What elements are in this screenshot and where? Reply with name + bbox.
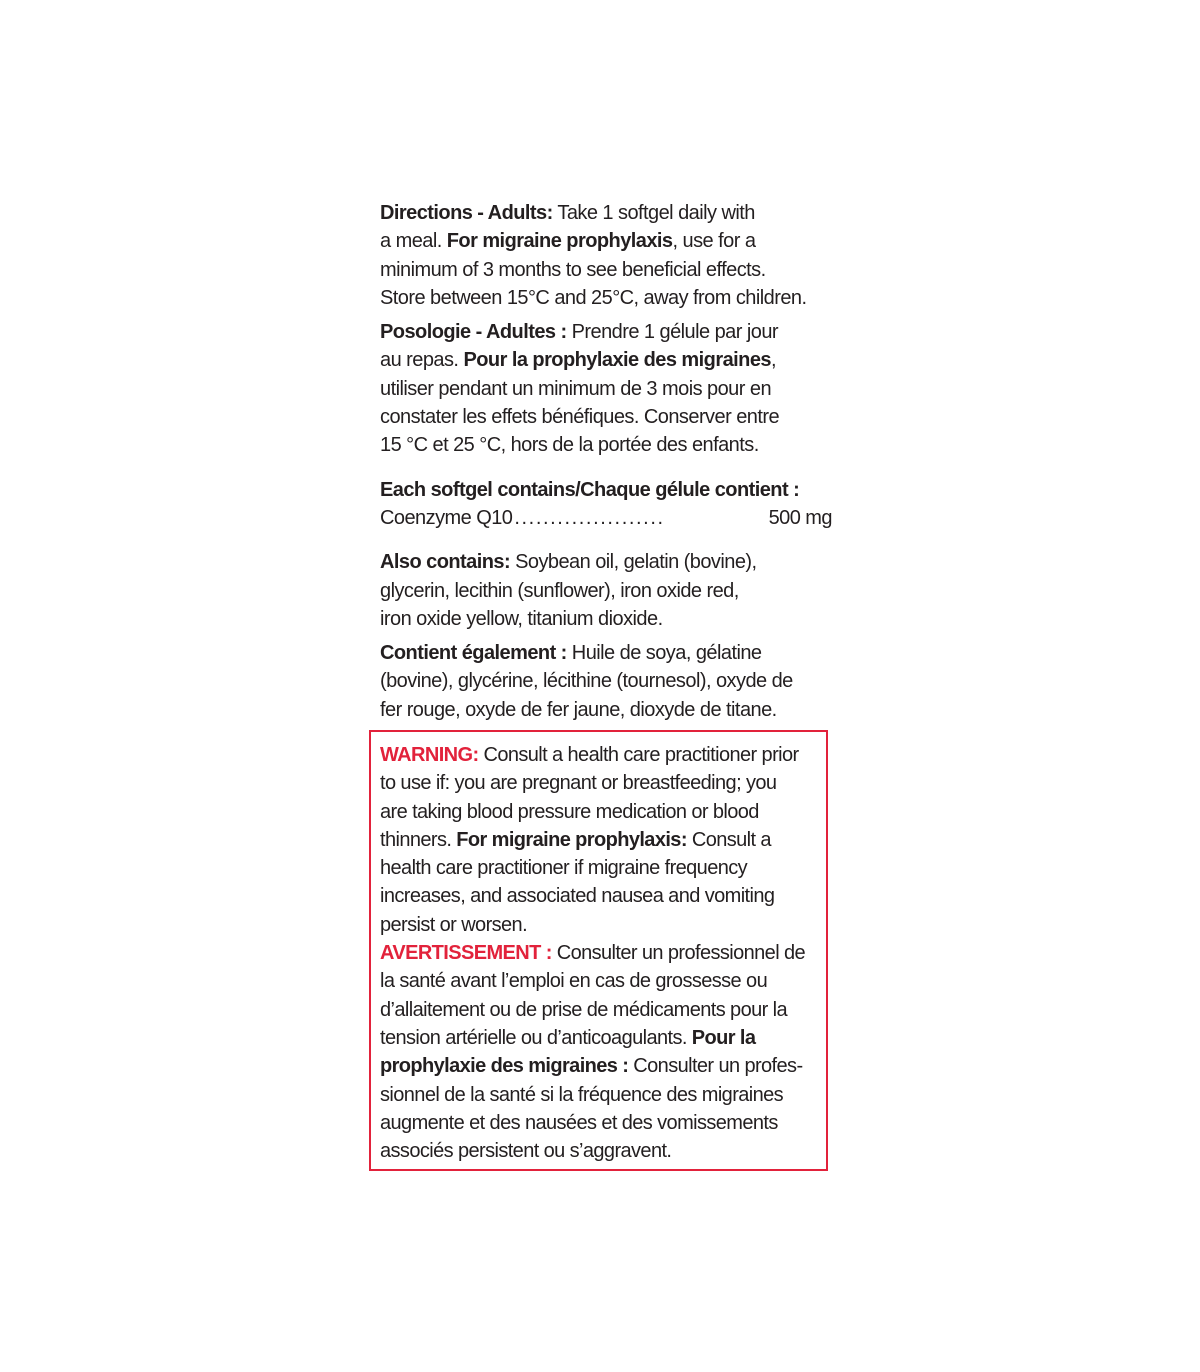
also-contains-french [380,639,832,724]
warning-text: Consult a [686,828,771,851]
product-label-panel [380,199,832,724]
posologie-heading: Posologie - Adultes : [380,321,567,344]
avertissement-text: Consulter un profes- [628,1055,803,1078]
warning-text: thinners. [380,828,457,851]
avertissement-text: associés persistent ou s’aggravent. [380,1140,672,1163]
also-contains-text: glycerin, lecithin (sunflower), iron oxide red, [380,579,739,602]
posologie-text: , [770,349,776,372]
storage-text: Store between 15°C and 25°C, away from children. [380,286,807,309]
warning-text: health care practitioner if migraine frequency [380,857,748,880]
migraine-emphasis-fr: Pour la prophylaxie des migraines [463,349,771,372]
also-contains-text: Soybean oil, gelatin (bovine), [510,551,757,574]
migraine-avertissement-emphasis: Pour la [691,1026,756,1049]
contient-heading: Contient également : [380,642,567,665]
warning-text: increases, and associated nausea and vomiting [380,885,775,908]
ingredient-name: Coenzyme Q10 [380,506,513,529]
warning-box [369,730,828,1171]
avertissement-text: sionnel de la santé si la fréquence des migraines [380,1083,784,1106]
also-contains-english [380,548,832,633]
posologie-text: Prendre 1 gélule par jour [566,321,779,344]
warning-text: Consult a health care practitioner prior [478,744,799,766]
contient-text: fer rouge, oxyde de fer jaune, dioxyde de titane. [380,698,777,721]
directions-heading: Directions - Adults: [380,202,553,224]
directions-english [380,199,832,312]
directions-text: Take 1 softgel daily with [552,202,755,224]
contient-text: (bovine), glycérine, lécithine (tournesol), oxyde de [380,670,793,693]
avertissement-text: augmente et des nausées et des vomissements [380,1111,778,1134]
also-contains-heading: Also contains: [380,551,511,574]
warning-text: persist or worsen. [380,913,528,936]
migraine-warning-emphasis: For migraine prophylaxis: [456,828,687,851]
also-contains-text: iron oxide yellow, titanium dioxide. [380,607,663,630]
ingredient-row [380,504,832,532]
migraine-avertissement-emphasis: prophylaxie des migraines : [380,1055,629,1078]
ingredient-amount: 500 mg [768,506,832,529]
avertissement-heading: AVERTISSEMENT : [380,942,552,965]
posologie-text: utiliser pendant un minimum de 3 mois pour en [380,377,772,400]
directions-french [380,318,832,459]
directions-text: , use for a [672,230,756,253]
directions-text: minimum of 3 months to see beneficial effects. [380,258,766,281]
warning-french [380,939,818,1165]
avertissement-text: d’allaitement ou de prise de médicaments pour la [380,998,788,1021]
conservation-text: 15 °C et 25 °C, hors de la portée des enfants. [380,434,759,457]
posologie-text: constater les effets bénéfiques. Conserver entre [380,406,780,429]
avertissement-text: tension artérielle ou d’anticoagulants. [380,1026,692,1049]
contents-section [380,476,832,533]
avertissement-text: la santé avant l’emploi en cas de grossesse ou [380,970,768,993]
warning-text: are taking blood pressure medication or blood [380,800,759,823]
directions-text: a meal. [380,230,447,253]
leader-dots: ..................... [514,506,665,529]
contient-text: Huile de soya, gélatine [566,642,762,665]
posologie-text: au repas. [380,349,464,372]
warning-english [380,741,818,939]
warning-heading: WARNING: [380,744,479,766]
warning-text: to use if: you are pregnant or breastfeeding; you [380,772,777,795]
contents-heading: Each softgel contains/Chaque gélule contient : [380,478,800,501]
avertissement-text: Consulter un professionnel de [551,942,806,965]
migraine-emphasis: For migraine prophylaxis [446,230,673,253]
